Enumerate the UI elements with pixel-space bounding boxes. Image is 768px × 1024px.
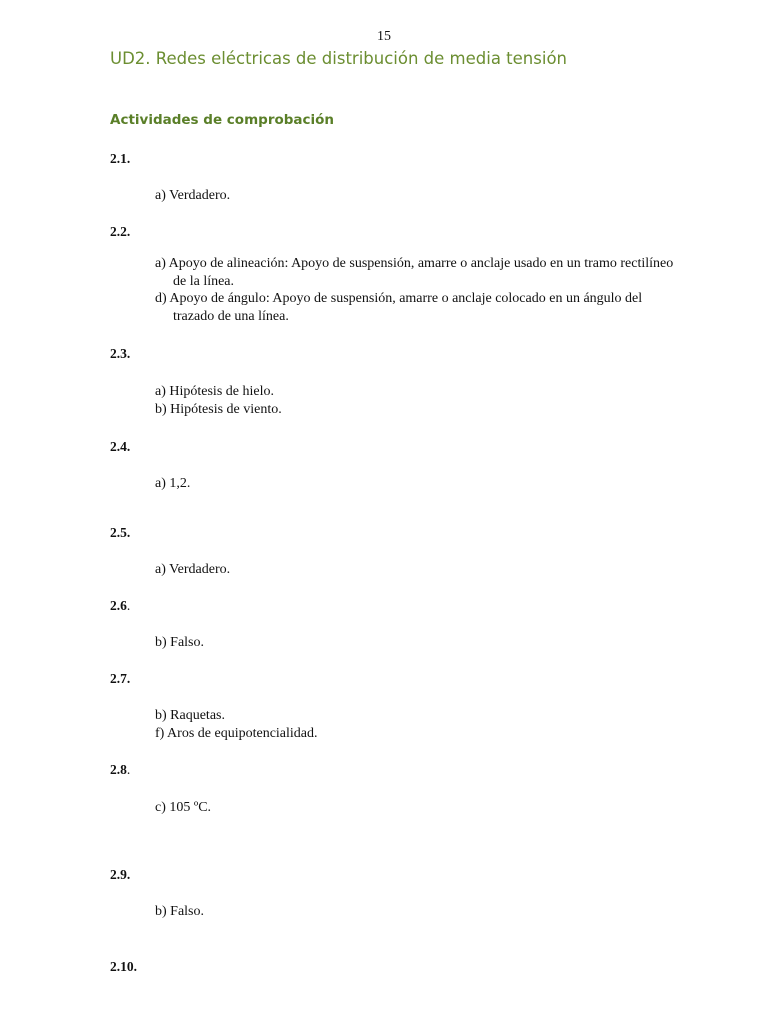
answer-line: f) Aros de equipotencialidad. xyxy=(155,725,318,741)
question-number: 2.1. xyxy=(110,151,131,166)
answer-line: a) Verdadero. xyxy=(155,188,231,203)
answer-block xyxy=(155,903,675,921)
question-number: 2.2. xyxy=(110,224,131,239)
question-number: 2.4. xyxy=(110,439,131,454)
question-number: 2.5. xyxy=(110,525,131,540)
answer-line: a) Hipótesis de hielo. xyxy=(155,384,274,399)
answer-block xyxy=(155,475,675,493)
answer-block xyxy=(155,383,675,418)
answer-line: a) Apoyo de alineación: Apoyo de suspensión, amarre o anclaje usado en un tramo rectilíneo de la línea. xyxy=(155,256,674,289)
section-heading: Actividades de comprobación xyxy=(110,112,335,128)
answer-block xyxy=(155,707,675,742)
question-number: 2.9. xyxy=(110,867,131,882)
answer-line: b) Falso. xyxy=(155,904,204,919)
answer-line: b) Falso. xyxy=(155,635,204,650)
answer-line: a) 1,2. xyxy=(155,476,191,491)
answer-line: b) Hipótesis de viento. xyxy=(155,401,282,417)
page-number: 15 xyxy=(377,29,391,44)
answer-line: a) Verdadero. xyxy=(155,562,231,577)
answer-line: d) Apoyo de ángulo: Apoyo de suspensión, amarre o anclaje colocado en un ángulo del trazado de una línea. xyxy=(155,291,643,324)
answer-line: c) 105 ºC. xyxy=(155,800,212,815)
question-number: 2.7. xyxy=(110,671,131,686)
answer-block xyxy=(155,799,675,817)
answer-block xyxy=(155,561,675,579)
question-number: 2.3. xyxy=(110,346,131,361)
answer-line: b) Raquetas. xyxy=(155,708,225,723)
question-number: 2.10. xyxy=(110,959,137,974)
answer-block xyxy=(155,187,675,205)
document-title: UD2. Redes eléctricas de distribución de media tensión xyxy=(110,49,567,68)
answer-block xyxy=(155,634,675,652)
question-number: 2.6. xyxy=(110,598,131,613)
question-number: 2.8. xyxy=(110,762,131,777)
answer-block xyxy=(155,255,675,325)
